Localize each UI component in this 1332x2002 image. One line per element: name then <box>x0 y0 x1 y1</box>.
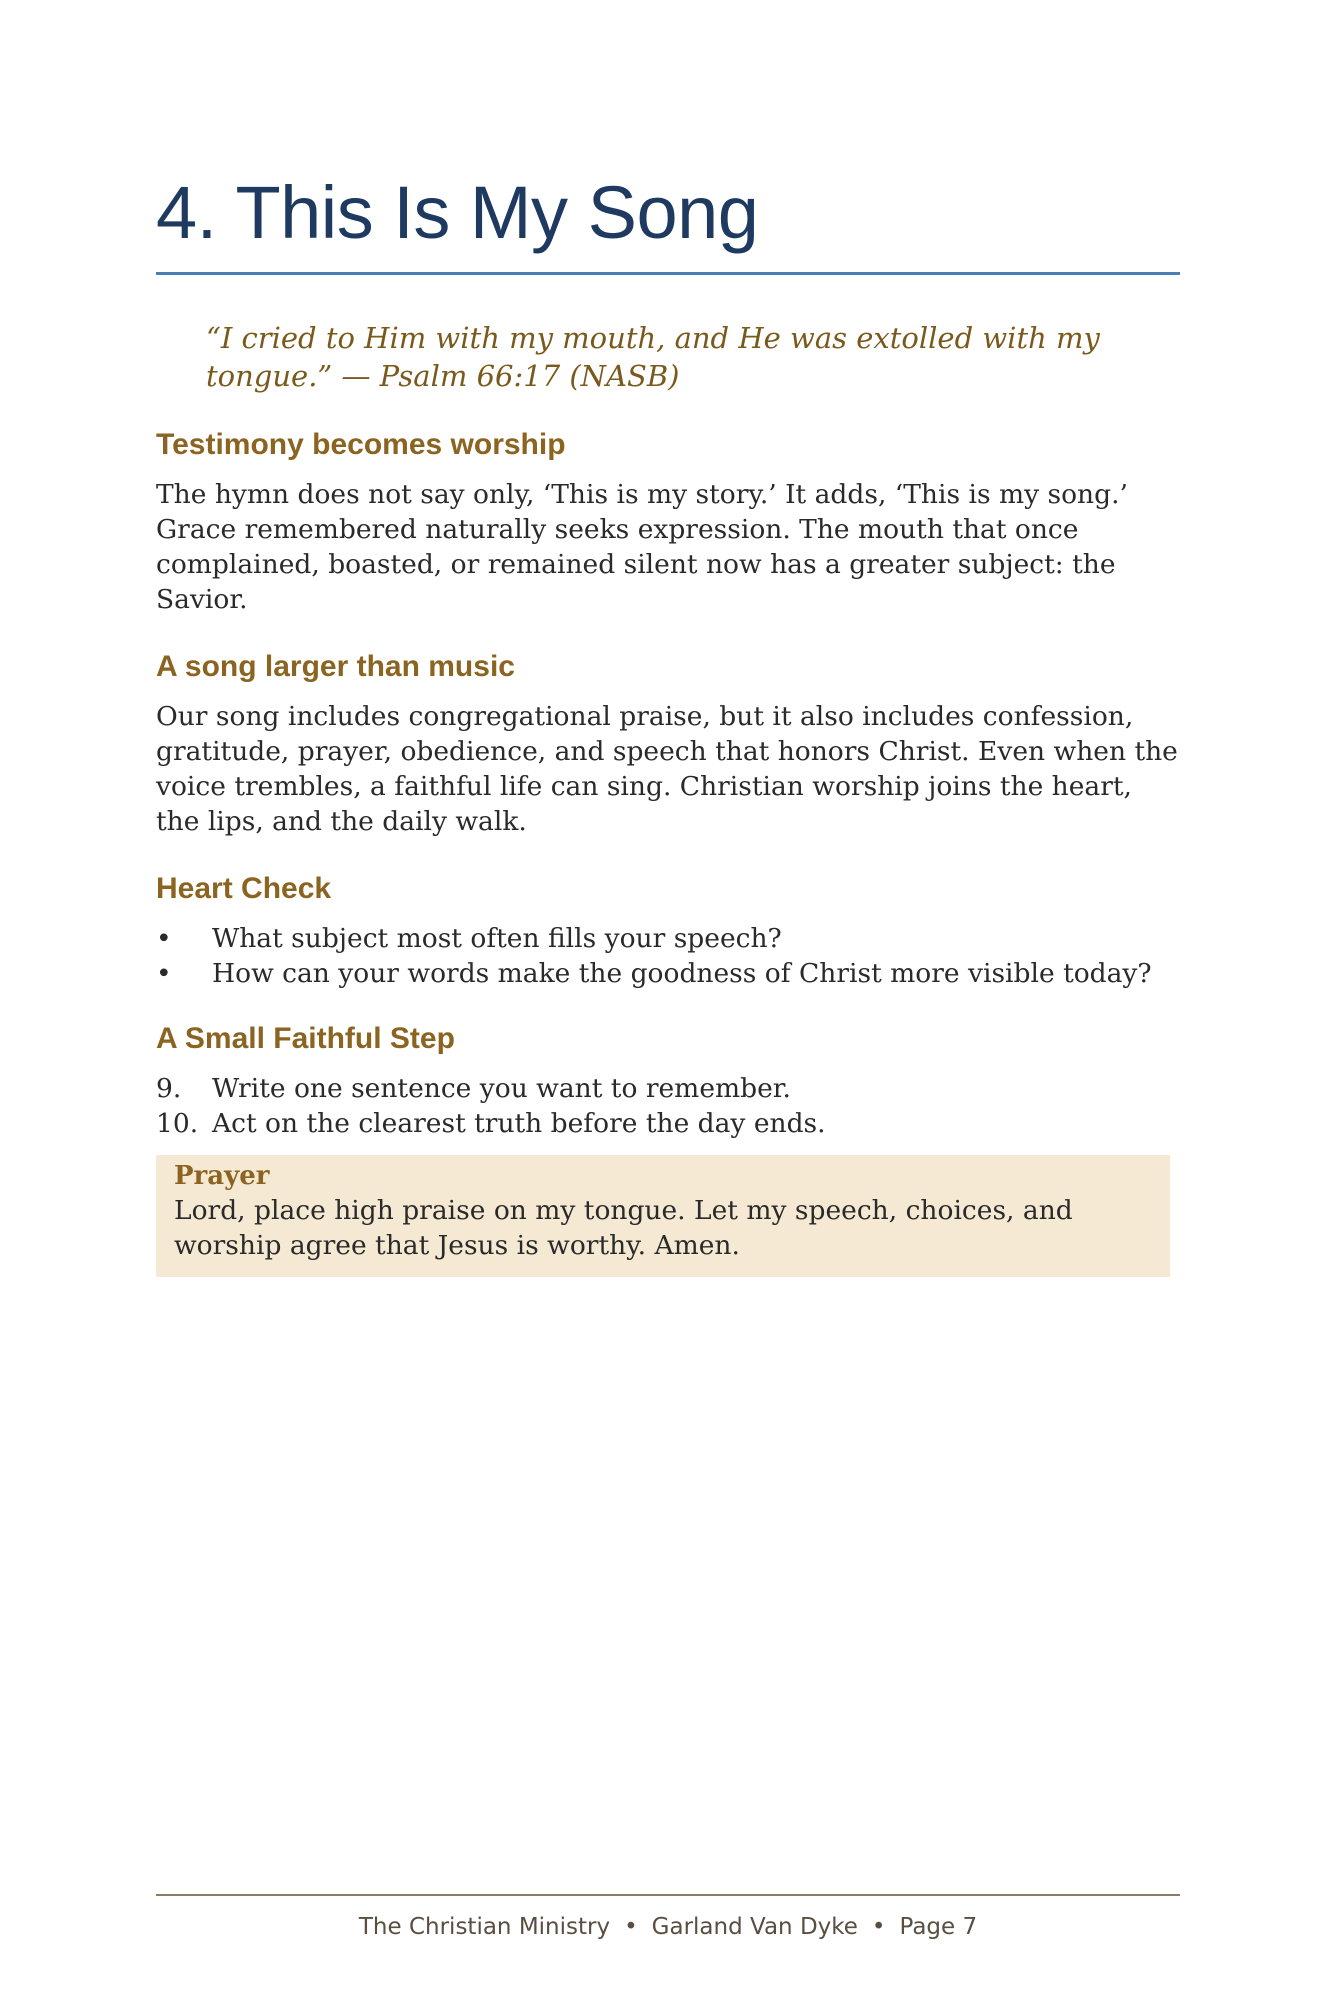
list-item-text: How can your words make the goodness of Christ more visible today? <box>212 958 1152 989</box>
prayer-box <box>156 1155 1170 1277</box>
list-item-text: What subject most often fills your speech? <box>212 923 782 954</box>
epigraph-quote: “I cried to Him with my mouth, and He was extolled with my tongue.” — Psalm 66:17 (NASB) <box>206 321 1100 393</box>
footer-separator: • <box>871 1914 886 1940</box>
prayer-text: Lord, place high praise on my tongue. Let my speech, choices, and worship agree that Jesus is worthy. Amen. <box>174 1195 1073 1261</box>
footer-divider <box>156 1894 1180 1896</box>
heart-check-list <box>156 921 1180 991</box>
footer-publication: The Christian Ministry <box>358 1914 611 1940</box>
step-number: 9. <box>156 1073 182 1104</box>
footer-author: Garland Van Dyke <box>651 1914 858 1940</box>
list-item-text: Act on the clearest truth before the day ends. <box>212 1108 826 1139</box>
list-item <box>156 1071 1180 1106</box>
list-item <box>156 921 1180 956</box>
chapter-title: 4. This Is My Song <box>156 168 1180 275</box>
list-item <box>156 1106 1180 1141</box>
section-heading-testimony: Testimony becomes worship <box>156 428 566 461</box>
section-heading-song: A song larger than music <box>156 650 515 683</box>
step-list <box>156 1071 1180 1141</box>
page-footer <box>156 1912 1180 1942</box>
step-number: 10. <box>156 1108 199 1139</box>
section-body-song: Our song includes congregational praise, but it also includes confession, gratitude, prayer, obedience, and speech that honors Christ. Even when the voice trembles, a faithful life can sing. Christian worship joins the heart, the lips, and the daily walk. <box>156 701 1178 837</box>
bullet-icon: • <box>156 958 172 989</box>
page-content <box>156 168 1180 1277</box>
bullet-icon: • <box>156 923 172 954</box>
list-item-text: Write one sentence you want to remember. <box>212 1073 791 1104</box>
list-item <box>156 956 1180 991</box>
section-heading-heart-check: Heart Check <box>156 872 332 905</box>
section-body-testimony: The hymn does not say only, ‘This is my story.’ It adds, ‘This is my song.’ Grace remembered naturally seeks expression. The mouth that once complained, boasted, or remained silent now has a greater subject: the Savior. <box>156 479 1128 615</box>
footer-separator: • <box>624 1914 638 1940</box>
footer-page-number: Page 7 <box>899 1914 978 1940</box>
prayer-title: Prayer <box>174 1161 270 1191</box>
section-heading-step: A Small Faithful Step <box>156 1022 455 1055</box>
